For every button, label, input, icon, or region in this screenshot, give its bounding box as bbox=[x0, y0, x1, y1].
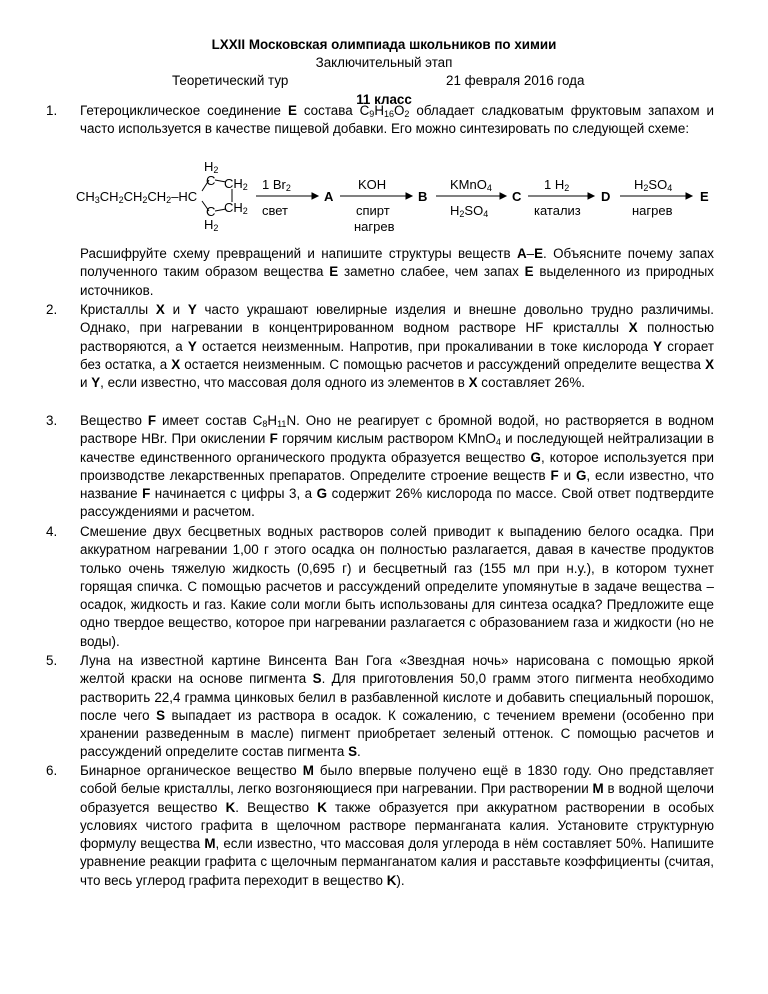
step-5-reagent: $H_2SO_4$ bbox=[634, 177, 673, 193]
grade-label: 11 класс bbox=[356, 92, 412, 107]
product-a: A bbox=[324, 189, 334, 204]
step-2-condition: спирт bbox=[356, 203, 390, 218]
product-d: D bbox=[601, 189, 611, 204]
ring-bottom-h2: $H_2$ bbox=[204, 217, 219, 233]
problem-number: 3. bbox=[46, 413, 58, 428]
problem-6 bbox=[46, 762, 714, 890]
round-label: Теоретический тур bbox=[172, 73, 289, 88]
date-label: 21 февраля 2016 года bbox=[446, 73, 585, 88]
olympiad-title: LXXII Московская олимпиада школьников по химии bbox=[211, 37, 557, 52]
step-2-condition-2: нагрев bbox=[354, 219, 395, 234]
ring-top-h2: $H_2$ bbox=[204, 159, 219, 175]
problem-number: 4. bbox=[46, 524, 58, 539]
problem-text: Расшифруйте схему превращений и напишите структуры веществ A–E. Объясните почему запах полученного таким образом вещества E заметно слабее, чем запах E выделенного из природных источников. bbox=[80, 246, 714, 298]
problem-text: Гетероциклическое соединение E состава $C_9H_{16}O_2$ обладает сладковатым фруктовым запахом и часто используется в качестве пищевой добавки. Его можно синтезировать по следующей схеме: bbox=[80, 103, 714, 137]
problem-text: Смешение двух бесцветных водных растворов солей приводит к выпадению белого осадка. При аккуратном нагревании 1,00 г этого осадка он полностью разлагается, давая в качестве продуктов только очень тяжелую жидкость (0,695 г) и бесцветный газ (155 мл при н.у.), в котором тухнет горящая спичка. С помощью расчетов и рассуждений определите упомянутые в задаче вещества – осадок, жидкость и газ. Какие соли могли быть использованы для синтеза осадка? Предложите еще одно твердое вещество, которое при нагревании разлагается с образованием газа и жидкости (но не воды). bbox=[80, 524, 714, 649]
step-3-condition: $H_2SO_4$ bbox=[450, 203, 489, 219]
reaction-scheme bbox=[76, 158, 716, 238]
problem-1 bbox=[46, 102, 714, 139]
problem-text: Бинарное органическое вещество M было впервые получено ещё в 1830 году. Оно представляет собой белые кристаллы, легко возгоняющиеся при нагревании. При растворении M в водной щелочи образуется вещество K. Вещество K также образуется при аккуратном растворении в особых условиях чистого графита в щелочном растворе перманганата калия. Установите структурную формулу вещества M, если известно, что массовая доля углерода в нём составляет 50%. Напишите уравнение реакции графита с щелочным перманганатом калия и расставьте коэффициенты (считая, что весь углерод графита переходит в вещество K). bbox=[80, 763, 714, 888]
stage-label: Заключительный этап bbox=[315, 55, 453, 70]
step-4-reagent: 1 $H_2$ bbox=[544, 177, 570, 193]
step-5-condition: нагрев bbox=[632, 203, 673, 218]
product-c: C bbox=[512, 189, 522, 204]
product-b: B bbox=[418, 189, 428, 204]
problem-number: 2. bbox=[46, 302, 58, 317]
step-2-reagent: KOH bbox=[358, 177, 387, 192]
problem-4 bbox=[46, 523, 714, 651]
problem-3 bbox=[46, 412, 714, 522]
problem-5 bbox=[46, 652, 714, 762]
ring-top-ch2: $CH_2$ bbox=[224, 176, 248, 192]
problem-1-question bbox=[46, 245, 714, 300]
ring-bottom-c: C bbox=[206, 204, 216, 219]
step-1-condition: свет bbox=[262, 203, 289, 218]
starting-material: $CH_3CH_2CH_2CH_2-HC$ bbox=[76, 189, 198, 205]
step-3-reagent: KMnO$_4$ bbox=[450, 177, 492, 193]
problem-text: Вещество F имеет состав $C_8H_{11}N$. Оно не реагирует с бромной водой, но растворяется в водном растворе HBr. При окислении F горячим кислым раствором KMnO$_4$ и последующей нейтрализации в качестве единственного органического продукта образуется вещество G, которое используется при производстве лекарственных препаратов. Определите строение веществ F и G, если известно, что название F начинается с цифры 3, а G содержит 26% кислорода по массе. Свой ответ подтвердите рассуждениями и расчетом. bbox=[80, 413, 715, 520]
step-1-reagent: 1 $Br_2$ bbox=[262, 177, 291, 193]
problem-number: 6. bbox=[46, 763, 58, 778]
problem-number: 5. bbox=[46, 653, 58, 668]
product-e: E bbox=[700, 189, 709, 204]
problem-2 bbox=[46, 301, 714, 392]
step-4-condition: катализ bbox=[534, 203, 581, 218]
problem-text: Кристаллы X и Y часто украшают ювелирные изделия и внешне довольно трудно различимы. Однако, при нагревании в концентрированном водном растворе HF кристаллы X полностью растворяются, а Y остается неизменным. Напротив, при прокаливании в токе кислорода Y сгорает без остатка, а X остается неизменным. С помощью расчетов и рассуждений определите вещества X и Y, если известно, что массовая доля одного из элементов в X составляет 26%. bbox=[80, 302, 715, 391]
problem-number: 1. bbox=[46, 103, 58, 118]
ring-top-c: C bbox=[206, 173, 216, 188]
ring-bottom-ch2: $CH_2$ bbox=[224, 200, 248, 216]
problem-text: Луна на известной картине Винсента Ван Гога «Звездная ночь» нарисована с помощью яркой желтой краски на основе пигмента S. Для приготовления 50,0 грамм этого пигмента необходимо растворить 22,4 грамма цинковых белил в разбавленной кислоте и добавить специальный порошок, после чего S выпадает из раствора в осадок. К сожалению, с течением времени (особенно при хранении разведенным в масле) пигмент приобретает зеленый оттенок. С помощью расчетов и рассуждений определите состав пигмента S. bbox=[80, 653, 715, 760]
